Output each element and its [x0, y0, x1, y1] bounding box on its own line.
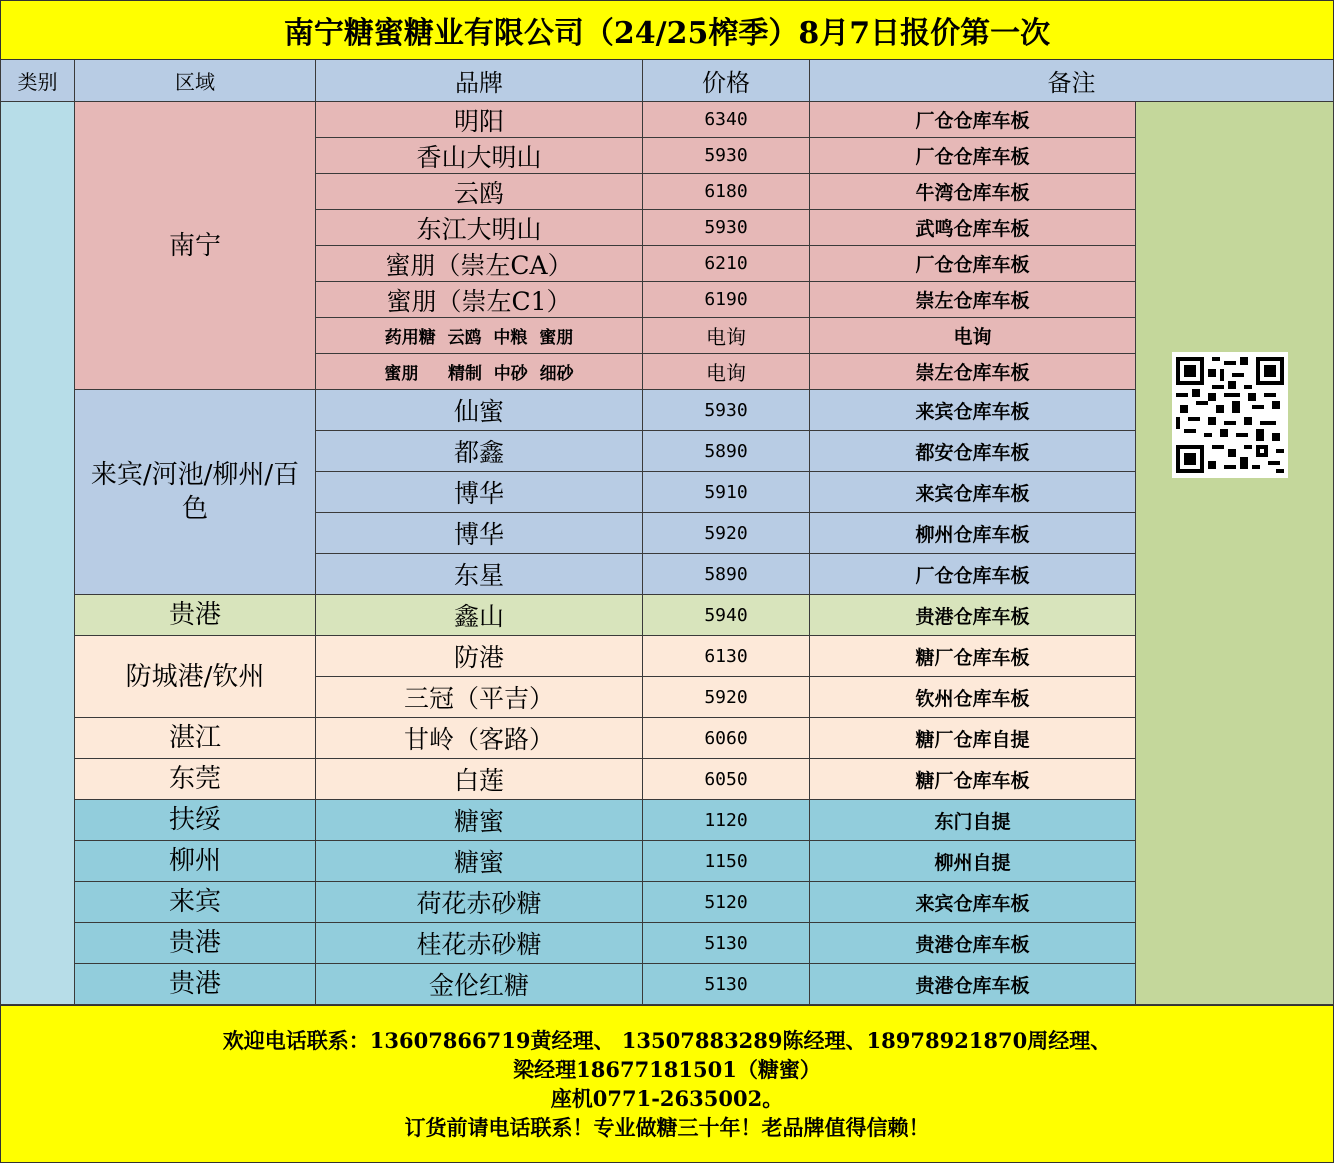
- note-cell: 牛湾仓库车板: [810, 174, 1136, 210]
- brand-cell: 荷花赤砂糖: [316, 882, 643, 923]
- note-cell: 厂仓仓库车板: [810, 138, 1136, 174]
- price-cell: 5890: [643, 554, 810, 595]
- brand-cell: 蜜朋 精制 中砂 细砂: [316, 354, 643, 390]
- note-cell: 糖厂仓库自提: [810, 718, 1136, 759]
- price-cell: 1150: [643, 841, 810, 882]
- brand-cell: 桂花赤砂糖: [316, 923, 643, 964]
- price-cell: 5930: [643, 390, 810, 431]
- note-cell: 贵港仓库车板: [810, 964, 1136, 1005]
- footer-line: 欢迎电话联系：13607866719黄经理、 13507883289陈经理、18978921870周经理、: [222, 1028, 1112, 1053]
- price-cell: 电询: [643, 318, 810, 354]
- header-region: 区域: [75, 60, 316, 102]
- price-cell: 5130: [643, 923, 810, 964]
- region-cell: 防城港/钦州: [75, 636, 316, 718]
- price-cell: 6210: [643, 246, 810, 282]
- brand-cell: 东星: [316, 554, 643, 595]
- note-cell: 来宾仓库车板: [810, 472, 1136, 513]
- footer-line: 订货前请电话联系！专业做糖三十年！老品牌值得信赖！: [404, 1115, 930, 1140]
- category-column: [0, 102, 75, 1005]
- brand-cell: 甘岭（客路）: [316, 718, 643, 759]
- brand-cell: 仙蜜: [316, 390, 643, 431]
- brand-cell: 蜜朋（崇左C1）: [316, 282, 643, 318]
- note-cell: 柳州自提: [810, 841, 1136, 882]
- brand-cell: 蜜朋（崇左CA）: [316, 246, 643, 282]
- note-cell: 崇左仓库车板: [810, 282, 1136, 318]
- region-cell: 湛江: [75, 718, 316, 759]
- price-cell: 6050: [643, 759, 810, 800]
- brand-cell: 鑫山: [316, 595, 643, 636]
- region-label: 来宾/河池/柳州/百色: [90, 460, 300, 524]
- price-cell: 6340: [643, 102, 810, 138]
- note-cell: 厂仓仓库车板: [810, 102, 1136, 138]
- header-note: 备注: [810, 60, 1334, 102]
- price-cell: 电询: [643, 354, 810, 390]
- note-cell: 厂仓仓库车板: [810, 554, 1136, 595]
- region-cell: 贵港: [75, 595, 316, 636]
- page-title: 南宁糖蜜糖业有限公司（24/25榨季）8月7日报价第一次: [0, 0, 1334, 60]
- note-cell: 来宾仓库车板: [810, 882, 1136, 923]
- region-cell: 贵港: [75, 964, 316, 1005]
- note-cell: 钦州仓库车板: [810, 677, 1136, 718]
- note-cell: 武鸣仓库车板: [810, 210, 1136, 246]
- price-cell: 5920: [643, 677, 810, 718]
- note-cell: 贵港仓库车板: [810, 923, 1136, 964]
- price-cell: 5940: [643, 595, 810, 636]
- note-cell: 糖厂仓库车板: [810, 759, 1136, 800]
- region-cell: 来宾: [75, 882, 316, 923]
- region-cell: 东莞: [75, 759, 316, 800]
- price-cell: 5890: [643, 431, 810, 472]
- price-cell: 6130: [643, 636, 810, 677]
- header-price: 价格: [643, 60, 810, 102]
- brand-cell: 糖蜜: [316, 841, 643, 882]
- brand-cell: 明阳: [316, 102, 643, 138]
- brand-cell: 白莲: [316, 759, 643, 800]
- brand-cell: 都鑫: [316, 431, 643, 472]
- price-cell: 5930: [643, 138, 810, 174]
- note-cell: 厂仓仓库车板: [810, 246, 1136, 282]
- qr-panel: [1136, 102, 1334, 1005]
- note-cell: 贵港仓库车板: [810, 595, 1136, 636]
- region-cell: 南宁: [75, 102, 316, 390]
- brand-cell: 三冠（平吉）: [316, 677, 643, 718]
- header-category: 类别: [0, 60, 75, 102]
- price-cell: 6180: [643, 174, 810, 210]
- price-cell: 5910: [643, 472, 810, 513]
- price-cell: 5120: [643, 882, 810, 923]
- header-brand: 品牌: [316, 60, 643, 102]
- brand-cell: 博华: [316, 472, 643, 513]
- note-cell: 都安仓库车板: [810, 431, 1136, 472]
- note-cell: 东门自提: [810, 800, 1136, 841]
- brand-cell: 博华: [316, 513, 643, 554]
- qr-code-icon[interactable]: [1172, 352, 1288, 478]
- brand-cell: 香山大明山: [316, 138, 643, 174]
- brand-cell: 云鸥: [316, 174, 643, 210]
- region-cell: 柳州: [75, 841, 316, 882]
- footer-line: 座机0771-2635002。: [550, 1086, 784, 1111]
- region-cell: 扶绥: [75, 800, 316, 841]
- note-cell: 电询: [810, 318, 1136, 354]
- price-cell: 5930: [643, 210, 810, 246]
- price-cell: 6060: [643, 718, 810, 759]
- brand-cell: 东江大明山: [316, 210, 643, 246]
- price-cell: 5920: [643, 513, 810, 554]
- note-cell: 崇左仓库车板: [810, 354, 1136, 390]
- brand-cell: 糖蜜: [316, 800, 643, 841]
- price-cell: 6190: [643, 282, 810, 318]
- brand-cell: 药用糖 云鸥 中粮 蜜朋: [316, 318, 643, 354]
- region-cell: [75, 390, 316, 595]
- note-cell: 柳州仓库车板: [810, 513, 1136, 554]
- price-cell: 1120: [643, 800, 810, 841]
- brand-cell: 金伦红糖: [316, 964, 643, 1005]
- note-cell: 糖厂仓库车板: [810, 636, 1136, 677]
- contact-footer: [0, 1005, 1334, 1163]
- region-cell: 贵港: [75, 923, 316, 964]
- footer-line: 梁经理18677181501（糖蜜）: [513, 1057, 821, 1082]
- price-cell: 5130: [643, 964, 810, 1005]
- note-cell: 来宾仓库车板: [810, 390, 1136, 431]
- brand-cell: 防港: [316, 636, 643, 677]
